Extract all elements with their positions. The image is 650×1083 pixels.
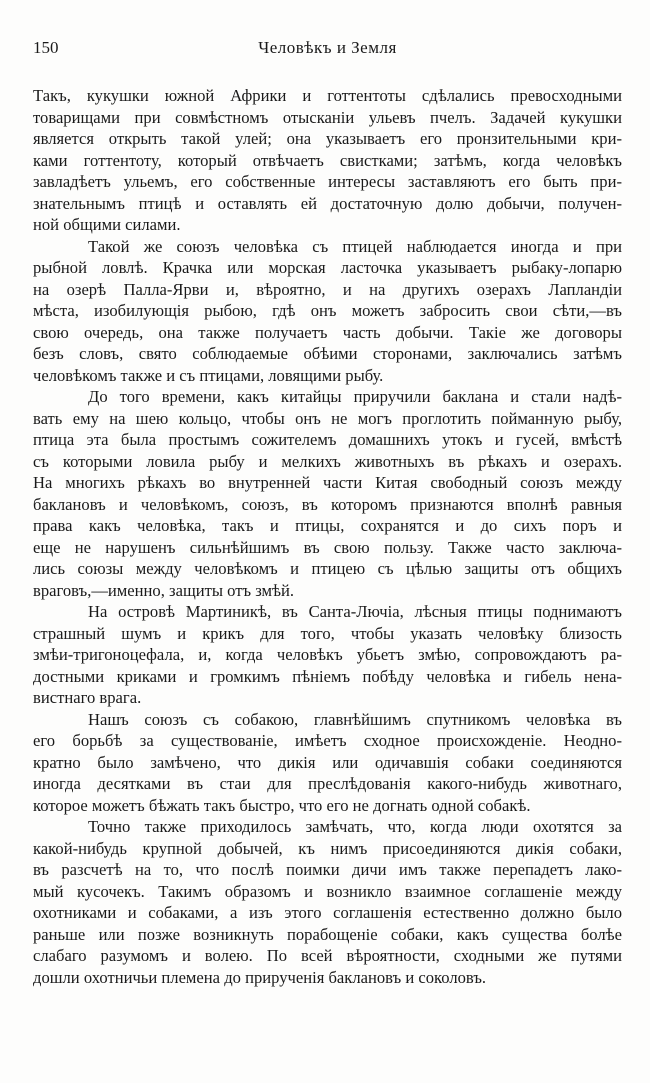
text-line: ной общими силами. [33,215,181,234]
page-number: 150 [33,38,59,57]
text-line: вистнаго врага. [33,688,142,707]
paragraph [33,816,622,988]
text-line: рыбной ловлѣ. Крачка или морская ласточка указываетъ рыбаку-лопарю [33,258,622,277]
text-line: завладѣетъ ульемъ, его собственные интересы заставляютъ его быть при- [33,172,622,191]
text-line: въ разсчетѣ на то, что послѣ поимки дичи имъ также перепадетъ лако- [33,860,622,879]
text-line: Такой же союзъ человѣка съ птицей наблюдается иногда и при [88,236,622,256]
text-line: еще не нарушенъ сильнѣйшимъ въ свою пользу. Также часто заключа- [33,537,622,557]
page-body [33,85,622,988]
text-line: человѣкомъ также и съ птицами, ловящими рыбу. [33,365,384,385]
text-line: ками готтентоту, который отвѣчаетъ свистками; затѣмъ, когда человѣкъ [33,150,622,170]
text-line: Точно также приходилось замѣчать, что, когда люди охотятся за [88,817,622,836]
text-line: вать ему на шею кольцо, чтобы онъ не могъ проглотить пойманную рыбу, [33,408,622,428]
text-line: Нашъ союзъ съ собакою, главнѣйшимъ спутникомъ человѣка въ [88,709,622,729]
text-line: знательнымъ птицѣ и оставлять ей достаточную долю добычи, получен- [33,193,622,213]
text-line: какой-нибудь крупной добычей, къ нимъ присоединяются дикія собаки, [33,838,622,858]
text-line: кратно было замѣчено, что дикія или одичавшія собаки соединяются [33,752,622,772]
paragraph [33,601,622,709]
text-line: мѣста, изобилующія рыбою, гдѣ онъ можетъ забросить свои сѣти,—въ [33,301,622,320]
text-line: баклановъ и человѣкомъ, союзъ, въ которомъ признаются вполнѣ равныя [33,494,622,514]
text-line: которое можетъ бѣжать такъ быстро, что его не догнать одной собакѣ. [33,795,531,815]
text-line: на озерѣ Палла-Ярви и, вѣроятно, и на другихъ озерахъ Лапландіи [33,279,622,299]
paragraph [33,236,622,387]
text-line: Такъ, кукушки южной Африки и готтентоты сдѣлались превосходными [33,86,622,105]
text-line: достными криками и громкимъ пѣніемъ побѣду человѣка и гибель нена- [33,666,622,686]
text-line: свою очередь, она также получаетъ часть добычи. Такіе же договоры [33,322,622,342]
text-line: права какъ человѣка, такъ и птицы, сохранятся и до сихъ поръ и [33,516,622,535]
text-line: страшный шумъ и крикъ для того, чтобы указать человѣку близость [33,623,622,643]
text-line: товарищами при совмѣстномъ отысканіи ульевъ пчелъ. Задачей кукушки [33,107,622,127]
page-header [33,38,622,62]
paragraph [33,85,622,236]
text-line: безъ словъ, свято соблюдаемые обѣими сторонами, заключались затѣмъ [33,344,622,363]
paragraph [33,386,622,601]
running-title: Человѣкъ и Земля [258,38,397,57]
text-line: На многихъ рѣкахъ во внутренней части Китая свободный союзъ между [33,473,622,492]
text-line: мый кусочекъ. Такимъ образомъ и возникло взаимное соглашеніе между [33,881,622,901]
text-line: раньше или позже возникнуть порабощеніе собаки, какъ существа болѣе [33,924,622,944]
text-line: иногда десятками въ стаи для преслѣдованія какого-нибудь животнаго, [33,774,622,793]
text-line: птица эта была простымъ сожителемъ домашнихъ утокъ и гусей, вмѣстѣ [33,430,622,449]
text-line: враговъ,—именно, защиты отъ змѣй. [33,580,295,600]
text-line: охотниками и собаками, а изъ этого соглашенія естественно должно было [33,903,622,922]
text-line: съ которыми ловила рыбу и мелкихъ животныхъ въ рѣкахъ и озерахъ. [33,451,622,471]
paragraph [33,709,622,817]
text-line: является открыть такой улей; она указываетъ его пронзительными кри- [33,129,622,148]
text-line: На островѣ Мартиникѣ, въ Санта-Лючіа, лѣсныя птицы поднимаютъ [88,602,622,621]
text-line: змѣи-тригоноцефала, и, когда человѣкъ убьетъ змѣю, сопровождаютъ ра- [33,645,622,664]
text-line: слабаго разумомъ и волею. По всей вѣроятности, сходными же путями [33,946,622,965]
text-line: дошли охотничьи племена до прирученія баклановъ и соколовъ. [33,967,487,987]
text-line: лись союзы между человѣкомъ и птицею съ цѣлью защиты отъ общихъ [33,559,622,578]
text-line: До того времени, какъ китайцы приручили баклана и стали надѣ- [88,387,622,406]
text-line: его борьбѣ за существованіе, имѣетъ сходное происхожденіе. Неодно- [33,731,622,750]
